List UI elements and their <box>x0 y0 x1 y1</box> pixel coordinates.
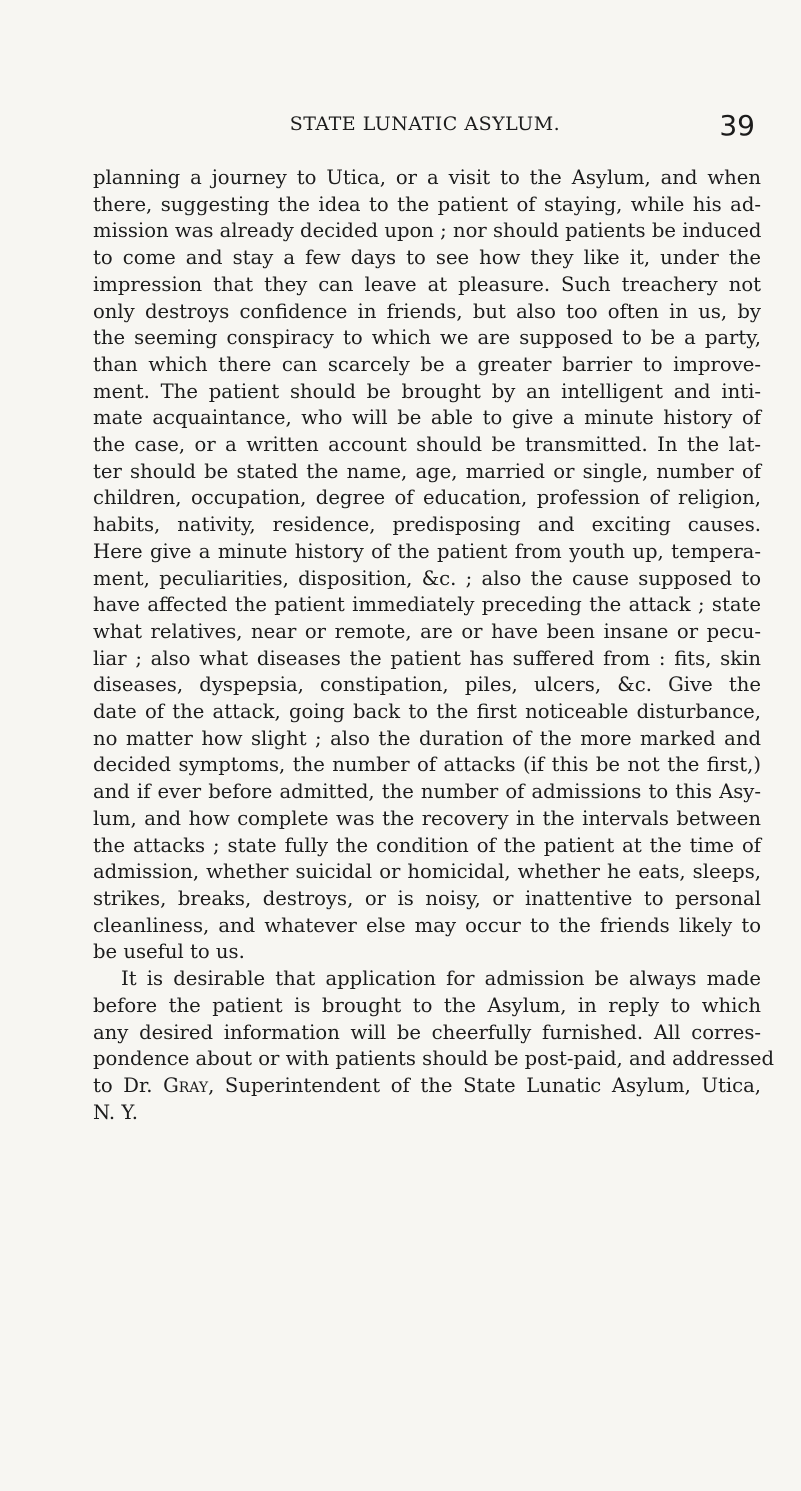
text-line: ter should be stated the name, age, married or single, number of <box>93 459 761 483</box>
text-line: admission, whether suicidal or homicidal, whether he eats, sleeps, <box>93 860 761 884</box>
addressee-prefix: to Dr. <box>93 1073 164 1097</box>
text-line-final: N. Y. <box>93 1100 138 1124</box>
text-line: the attacks ; state fully the condition of the patient at the time of <box>93 833 761 857</box>
text-line: be useful to us. <box>93 940 245 964</box>
text-line: ment, peculiarities, disposition, &c. ; also the cause supposed to <box>93 566 761 590</box>
page-header <box>95 109 755 143</box>
text-line: strikes, breaks, destroys, or is noisy, or inattentive to personal <box>93 886 761 910</box>
addressee-suffix: , Superintendent of the State Lunatic Asylum, Utica, <box>208 1073 761 1097</box>
text-line: mate acquaintance, who will be able to give a minute history of <box>93 406 761 430</box>
text-line: there, suggesting the idea to the patient of staying, while his ad- <box>93 192 761 216</box>
running-head: STATE LUNATIC ASYLUM. <box>289 113 561 135</box>
text-line: the seeming conspiracy to which we are supposed to be a party, <box>93 326 761 350</box>
text-line: lum, and how complete was the recovery in the intervals between <box>93 806 761 830</box>
superintendent-name: Gray <box>163 1073 209 1097</box>
text-line: and if ever before admitted, the number of admissions to this Asy- <box>93 780 761 804</box>
text-line: pondence about or with patients should be post-paid, and addressed <box>93 1047 775 1071</box>
text-line-addressee <box>93 1073 761 1100</box>
text-line: what relatives, near or remote, are or have been insane or pecu- <box>93 619 761 643</box>
text-line: cleanliness, and whatever else may occur to the friends likely to <box>93 913 761 937</box>
text-line: the case, or a written account should be transmitted. In the lat- <box>93 433 761 457</box>
text-line: habits, nativity, residence, predisposing and exciting causes. <box>93 513 761 537</box>
text-line: impression that they can leave at pleasure. Such treachery not <box>93 272 761 296</box>
text-line: diseases, dyspepsia, constipation, piles, ulcers, &c. Give the <box>93 673 761 697</box>
text-line: no matter how slight ; also the duration of the more marked and <box>93 726 761 750</box>
text-line: Here give a minute history of the patient from youth up, tempera- <box>93 539 761 563</box>
text-line: to come and stay a few days to see how they like it, under the <box>93 246 761 270</box>
text-line: than which there can scarcely be a greater barrier to improve- <box>93 352 761 376</box>
text-line: decided symptoms, the number of attacks (if this be not the first,) <box>93 753 761 777</box>
text-line: planning a journey to Utica, or a visit to the Asylum, and when <box>93 166 761 189</box>
paragraph-admission-details <box>93 165 761 966</box>
text-line: before the patient is brought to the Asylum, in reply to which <box>93 993 761 1017</box>
text-line: date of the attack, going back to the first noticeable disturbance, <box>93 700 761 724</box>
body-text <box>93 165 775 1126</box>
text-line: have affected the patient immediately preceding the attack ; state <box>93 593 761 617</box>
text-line: ment. The patient should be brought by an intelligent and inti- <box>93 379 761 403</box>
text-line: children, occupation, degree of education, profession of religion, <box>93 486 761 510</box>
text-line: mission was already decided upon ; nor should patients be induced <box>93 219 762 243</box>
text-line: any desired information will be cheerfully furnished. All corres- <box>93 1020 761 1044</box>
text-line: only destroys confidence in friends, but also too often in us, by <box>93 299 761 323</box>
text-line: It is desirable that application for admission be always made <box>121 967 761 991</box>
text-line: liar ; also what diseases the patient has suffered from : fits, skin <box>93 646 761 670</box>
paragraph-application <box>93 966 775 1126</box>
page-number: 39 <box>719 109 755 142</box>
